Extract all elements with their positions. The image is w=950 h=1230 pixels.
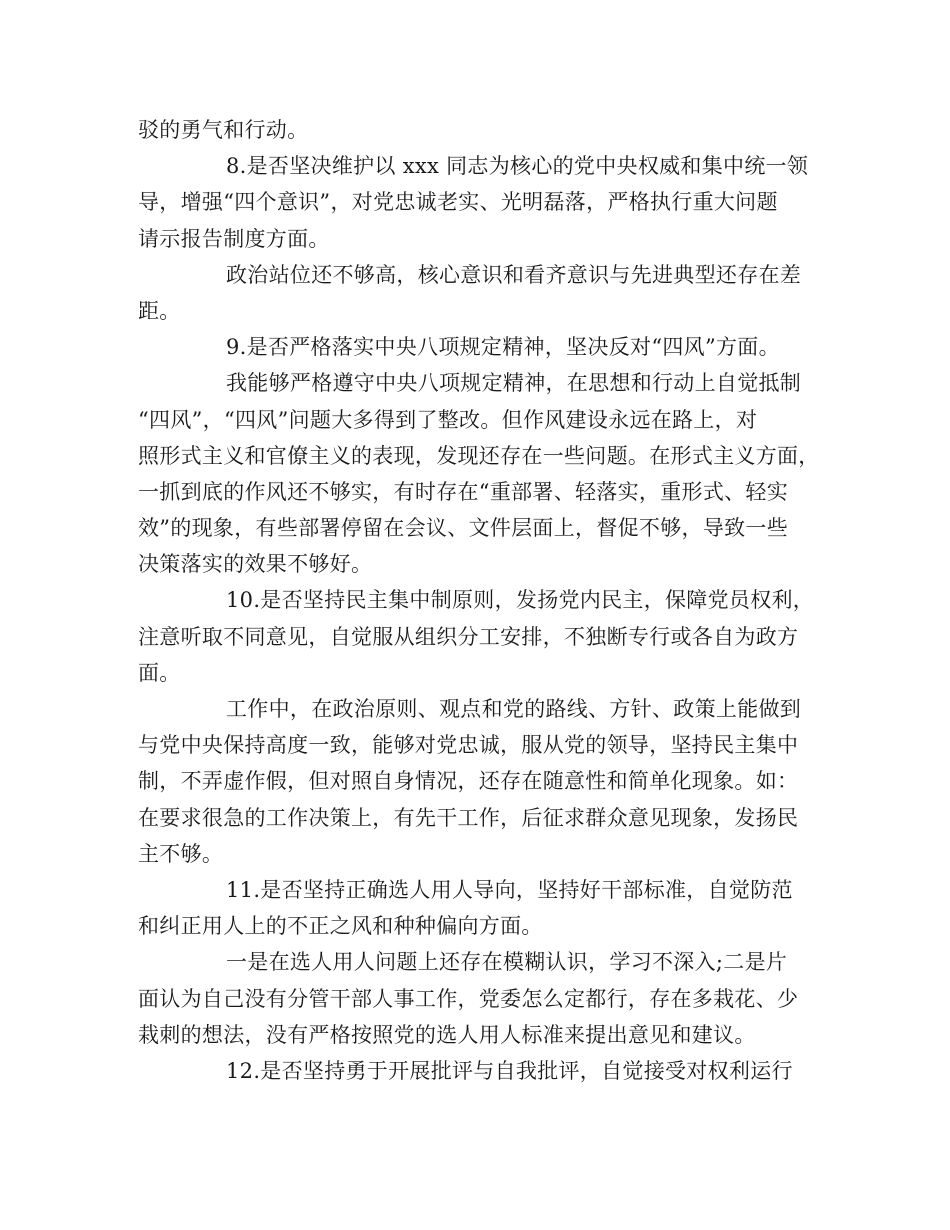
text-line: 一是在选人用人问题上还存在模糊认识，学习不深入;二是片 [226, 950, 788, 975]
text-line: 工作中，在政治原则、观点和党的路线、方针、政策上能做到 [226, 697, 802, 721]
text-line: 和纠正用人上的不正之风和种种偏向方面。 [138, 914, 543, 939]
text-line: 效”的现象，有些部署停留在会议、文件层面上，督促不够，导致一些 [138, 516, 789, 541]
text-line: 面认为自己没有分管干部人事工作，党委怎么定都行，存在多栽花、少 [138, 986, 799, 1011]
text-line: 栽刺的想法，没有严格按照党的选人用人标准来提出意见和建议。 [138, 1022, 756, 1047]
text-line: 与党中央保持高度一致，能够对党忠诚，服从党的领导，坚持民主集中 [138, 733, 799, 758]
text-line: 12.是否坚持勇于开展批评与自我批评，自觉接受对权利运行 [226, 1058, 793, 1083]
text-line: 主不够。 [138, 841, 224, 866]
text-line: 面。 [138, 660, 181, 685]
text-line: 驳的勇气和行动。 [138, 118, 309, 142]
text-line: 一抓到底的作风还不够实，有时存在“重部署、轻落实，重形式、轻实 [138, 479, 789, 504]
text-line: 决策落实的效果不够好。 [138, 552, 373, 577]
text-line: 距。 [138, 298, 181, 323]
text-line: 9.是否严格落实中央八项规定精神，坚决反对“四风”方面。 [226, 335, 780, 360]
text-line: 8.是否坚决维护以 xxx 同志为核心的党中央权威和集中统一领 [226, 154, 809, 179]
text-line: 10.是否坚持民主集中制原则，发扬党内民主，保障党员权利， [226, 588, 815, 613]
text-line: 请示报告制度方面。 [138, 226, 330, 251]
text-line: 在要求很急的工作决策上，有先干工作，后征求群众意见现象，发扬民 [138, 805, 799, 830]
text-line: 我能够严格遵守中央八项规定精神，在思想和行动上自觉抵制 [226, 371, 802, 396]
text-line: 制，不弄虚作假，但对照自身情况，还存在随意性和简单化现象。如： [138, 769, 799, 794]
text-line: 导，增强“四个意识”，对党忠诚老实、光明磊落，严格执行重大问题 [138, 190, 778, 215]
text-line: 注意听取不同意见，自觉服从组织分工安排，不独断专行或各自为政方 [138, 624, 799, 649]
text-line: 政治站位还不够高，核心意识和看齐意识与先进典型还存在差 [226, 262, 802, 287]
text-line: 照形式主义和官僚主义的表现，发现还存在一些问题。在形式主义方面， [138, 443, 820, 468]
document-body [138, 112, 822, 1089]
text-line: “四风”，“四风”问题大多得到了整改。但作风建设永远在路上，对 [138, 407, 758, 432]
text-line: 11.是否坚持正确选人用人导向，坚持好干部标准，自觉防范 [226, 877, 793, 902]
